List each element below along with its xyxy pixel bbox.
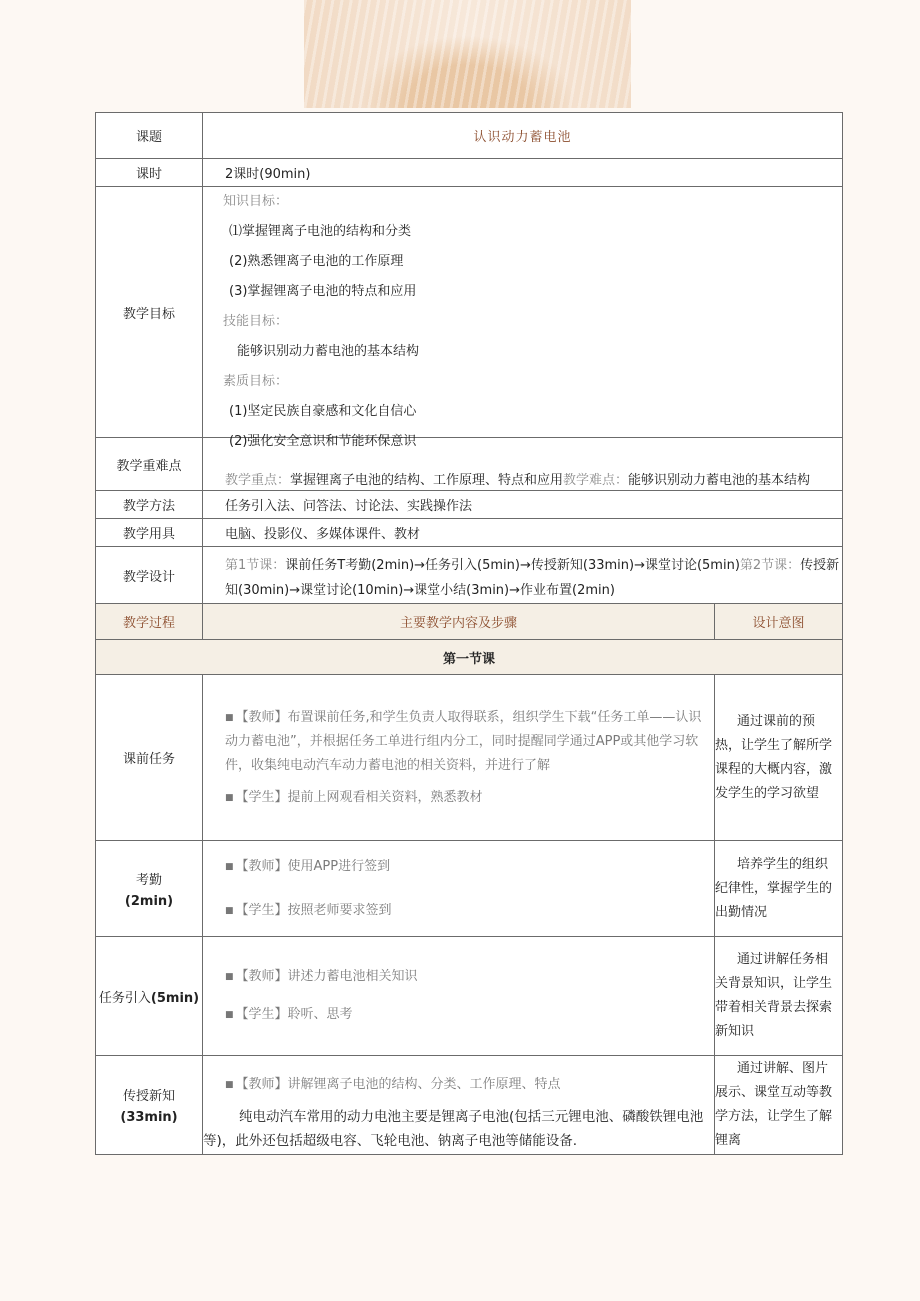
session1-label: 第1节课： — [225, 558, 286, 573]
difficulty-text: 能够识别动力蓄电池的基本结构 — [628, 473, 811, 488]
step-content — [203, 841, 715, 937]
row-section-title — [96, 640, 843, 675]
table-row — [96, 675, 843, 841]
header-decoration-image — [304, 0, 631, 108]
table-row — [96, 841, 843, 937]
knowledge-goal-1: ⑴掌握锂离子电池的结构和分类 — [229, 224, 412, 239]
knowledge-goal-3: (3)掌握锂离子电池的特点和应用 — [229, 284, 417, 299]
section-title: 第一节课 — [96, 640, 843, 675]
hours-value: 2课时(90min) — [203, 159, 843, 187]
teacher-activity: ■ 【教师】讲述力蓄电池相关知识 — [225, 969, 418, 984]
header-content: 主要教学内容及步骤 — [203, 604, 715, 640]
quality-goals-title: 素质目标： — [223, 374, 289, 389]
step-content — [203, 675, 715, 841]
goals-label: 教学目标 — [96, 187, 203, 438]
tools-label: 教学用具 — [96, 519, 203, 547]
quality-goal-2: (2)强化安全意识和节能环保意识 — [229, 434, 417, 449]
session2-flow: 传授新知(30min)→课堂讨论(10min)→课堂小结(3min)→作业布置(2min) — [225, 558, 840, 598]
keypoints-label: 教学重难点 — [96, 438, 203, 491]
knowledge-goals-title: 知识目标： — [223, 194, 289, 209]
skill-goal-1: 能够识别动力蓄电池的基本结构 — [237, 344, 420, 359]
lesson-body-text: 纯电动汽车常用的动力电池主要是锂离子电池(包括三元锂电池、磷酸铁锂电池等)，此外还包括超级电容、飞轮电池、钠离子电池等储能设备. — [203, 1109, 704, 1149]
row-design — [96, 547, 843, 604]
step-intent: 通过课前的预热，让学生了解所学课程的大概内容，激发学生的学习欲望 — [715, 675, 843, 841]
design-value — [203, 547, 843, 604]
step-intent: 通过讲解、图片展示、课堂互动等教学方法，让学生了解锂离 — [715, 1056, 843, 1155]
step-label: 考勤 (2min) — [96, 841, 203, 937]
row-method — [96, 491, 843, 519]
row-topic — [96, 113, 843, 159]
header-process: 教学过程 — [96, 604, 203, 640]
hours-label: 课时 — [96, 159, 203, 187]
topic-label: 课题 — [96, 113, 203, 159]
step-label: 课前任务 — [96, 675, 203, 841]
row-hours — [96, 159, 843, 187]
row-goals — [96, 187, 843, 438]
student-activity: ■ 【学生】提前上网观看相关资料，熟悉教材 — [225, 789, 483, 805]
teacher-activity: ■ 【教师】布置课前任务,和学生负责人取得联系，组织学生下载“任务工单——认识动力蓄电池”，并根据任务工单进行组内分工，同时提醒同学通过APP或其他学习软件，收集纯电动汽车动力蓄电池的相关资料，并进行了解 — [225, 709, 702, 773]
tools-value: 电脑、投影仪、多媒体课件、教材 — [203, 519, 843, 547]
step-content — [203, 937, 715, 1056]
lesson-plan-table — [95, 112, 843, 1155]
step-intent: 通过讲解任务相关背景知识，让学生带着相关背景去探索新知识 — [715, 937, 843, 1056]
step-content — [203, 1056, 715, 1155]
focus-label: 教学重点： — [225, 473, 291, 488]
table-row — [96, 937, 843, 1056]
goals-content — [203, 187, 842, 449]
skill-goals-title: 技能目标： — [223, 314, 289, 329]
session1-flow: 课前任务T考勤(2min)→任务引入(5min)→传授新知(33min)→课堂讨论(5min) — [285, 558, 740, 573]
session2-label: 第2节课： — [739, 558, 801, 573]
method-label: 教学方法 — [96, 491, 203, 519]
step-label: 任务引入(5min) — [96, 937, 203, 1056]
knowledge-goal-2: (2)熟悉锂离子电池的工作原理 — [229, 254, 404, 269]
row-column-headers — [96, 604, 843, 640]
focus-text: 掌握锂离子电池的结构、工作原理、特点和应用 — [290, 473, 564, 488]
row-tools — [96, 519, 843, 547]
header-intent: 设计意图 — [715, 604, 843, 640]
lesson-title: 认识动力蓄电池 — [203, 113, 843, 159]
step-label: 传授新知 (33min) — [96, 1056, 203, 1155]
difficulty-label: 教学难点： — [563, 473, 629, 488]
design-label: 教学设计 — [96, 547, 203, 604]
teacher-activity: ■ 【教师】使用APP进行签到 — [225, 858, 391, 874]
student-activity: ■ 【学生】聆听、思考 — [225, 1007, 353, 1022]
method-value: 任务引入法、问答法、讨论法、实践操作法 — [203, 491, 843, 519]
step-intent: 培养学生的组织纪律性，掌握学生的出勤情况 — [715, 841, 843, 937]
teacher-activity: ■ 【教师】讲解锂离子电池的结构、分类、工作原理、特点 — [225, 1077, 561, 1092]
row-keypoints — [96, 438, 843, 491]
table-row — [96, 1056, 843, 1155]
quality-goal-1: (1)坚定民族自豪感和文化自信心 — [229, 404, 417, 419]
student-activity: ■ 【学生】按照老师要求签到 — [225, 902, 392, 918]
